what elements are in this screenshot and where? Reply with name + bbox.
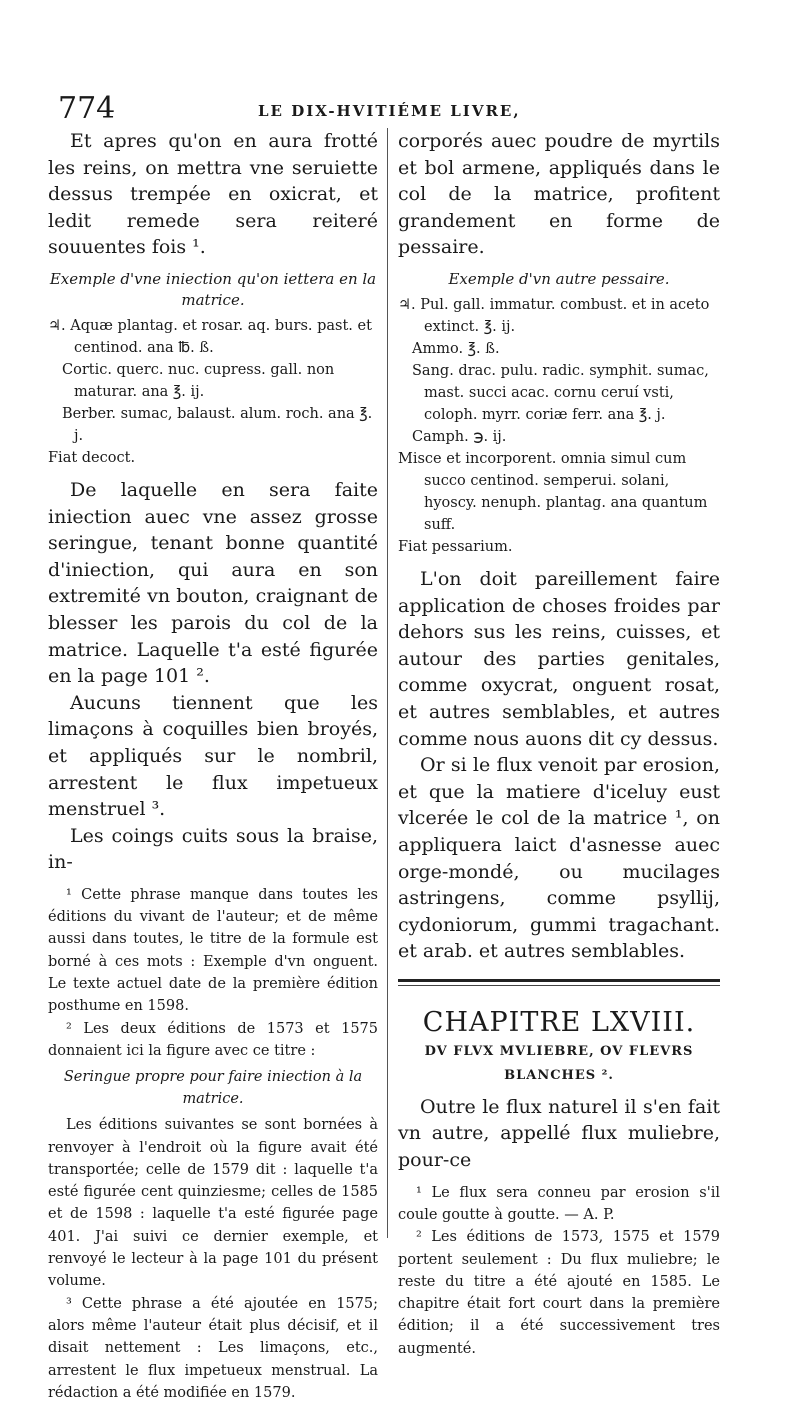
paragraph: Or si le flux venoit par erosion, et que la matiere d'iceluy eust vlcerée le col de la matrice ¹, on appliquera laict d'asnesse auec orge-mondé, ou mucilages astringens, comme psyllij, cydoniorum, gummi tragachant. et arab. et autres semblables. <box>398 754 720 963</box>
paragraph: L'on doit pareillement faire application de choses froides par dehors sus les reins, cuisses, et autour des parties genitales, comme oxycrat, onguent rosat, et autres semblables, et autres comme nous auons dit cy dessus. <box>398 567 720 750</box>
footnote: ³ Cette phrase a été ajoutée en 1575; alors même l'auteur était plus décisif, et il disait nettement : Les limaçons, etc., arrestent le flux impetueux menstrual. La rédaction a été modifiée en 1579. <box>48 1295 378 1401</box>
paragraph: De laquelle en sera faite iniection auec vne assez grosse seringue, tenant bonne quantité d'iniection, qui aura en son extremité vn bouton, craignant de blesser les parois du col de la matrice. Laquelle t'a esté figurée en la page 101 ². <box>48 478 378 688</box>
recipe-line: ♃. Aquæ plantag. et rosar. aq. burs. past. et centinod. ana ℔. ß. <box>48 317 372 356</box>
recipe-line: Cortic. querc. nuc. cupress. gall. non maturar. ana ℥. ij. <box>62 361 335 400</box>
recipe-line: Fiat decoct. <box>48 449 136 466</box>
recipe-line: Berber. sumac, balaust. alum. roch. ana ℥. j. <box>62 405 373 444</box>
footnote: ² Les deux éditions de 1573 et 1575 donnaient ici la figure avec ce titre : <box>48 1020 378 1059</box>
recipe-line: ♃. Pul. gall. immatur. combust. et in aceto extinct. ℥. ij. <box>398 296 710 335</box>
chapter-rule-thin <box>398 985 720 986</box>
paragraph: Et apres qu'on en aura frotté les reins, on mettra vne seruiette dessus trempée en oxicrat, et ledit remede sera reiteré souuentes fois ¹. <box>48 130 378 259</box>
recipe <box>398 294 720 558</box>
left-column <box>48 128 378 1404</box>
chapter-subtitle: DV FLVX MVLIEBRE, OV FLEVRS <box>424 1043 694 1059</box>
footnote: ² Les éditions de 1573, 1575 et 1579 portent seulement : Du flux muliebre; le reste du titre a été ajouté en 1585. Le chapitre était fort court dans la première édition; il a été successivement tres augmenté. <box>398 1229 720 1357</box>
recipe-line: Ammo. ℥. ß. <box>412 340 500 357</box>
paragraph: corporés auec poudre de myrtils et bol armene, appliqués dans le col de la matrice, profitent grandement en forme de pessaire. <box>398 130 720 259</box>
paragraph: Outre le flux naturel il s'en fait vn autre, appellé flux muliebre, pour-ce <box>398 1095 720 1172</box>
footnote: ¹ Cette phrase manque dans toutes les éditions du vivant de l'auteur; et de même aussi dans toutes, le titre de la formule est borné à ces mots : Exemple d'vn onguent. Le texte actuel date de la première édition posthume en 1598. <box>48 886 378 1015</box>
right-column <box>398 128 720 1360</box>
recipe-line: Sang. drac. pulu. radic. symphit. sumac, mast. succi acac. cornu ceruí vsti, coloph. myrr. coriæ ferr. ana ℥. j. <box>412 362 709 423</box>
column-divider <box>387 128 388 1238</box>
running-head: LE DIX-HVITIÉME LIVRE, <box>258 102 521 120</box>
chapter-subtitle: BLANCHES ². <box>504 1067 614 1083</box>
recipe-title: Exemple d'vne iniection qu'on iettera en la matrice. <box>49 269 377 309</box>
footnote: Les éditions suivantes se sont bornées à renvoyer à l'endroit où la figure avait été transportée; celle de 1579 dit : laquelle t'a esté figurée cent quinziesme; celles de 1585 et de 1598 : laquelle t'a esté figurée page 401. J'ai suivi ce dernier exemple, et renvoyé le lecteur à la page 101 du présent volume. <box>48 1117 378 1290</box>
footnote: ¹ Le flux sera conneu par erosion s'il coule goutte à goutte. — A. P. <box>398 1184 720 1223</box>
page-number: 774 <box>58 91 116 126</box>
footnotes <box>48 884 378 1404</box>
chapter-rule <box>398 979 720 982</box>
footnote-caption: Seringue propre pour faire iniection à la matrice. <box>63 1069 363 1108</box>
chapter-title: CHAPITRE LXVIII. <box>422 1006 696 1038</box>
paragraph: Aucuns tiennent que les limaçons à coquilles bien broyés, et appliqués sur le nombril, arrestent le flux impetueux menstruel ³. <box>48 691 378 821</box>
footnotes <box>398 1182 720 1360</box>
paragraph: Les coings cuits sous la braise, in- <box>48 824 378 874</box>
recipe <box>48 315 378 469</box>
recipe-line: Camph. ℈. ij. <box>412 428 507 445</box>
recipe-title: Exemple d'vn autre pessaire. <box>448 269 670 288</box>
recipe-line: Fiat pessarium. <box>398 538 513 555</box>
page-header <box>58 92 758 132</box>
recipe-line: Misce et incorporent. omnia simul cum succo centinod. semperui. solani, hyoscy. nenuph. plantag. ana quantum suff. <box>398 450 708 533</box>
